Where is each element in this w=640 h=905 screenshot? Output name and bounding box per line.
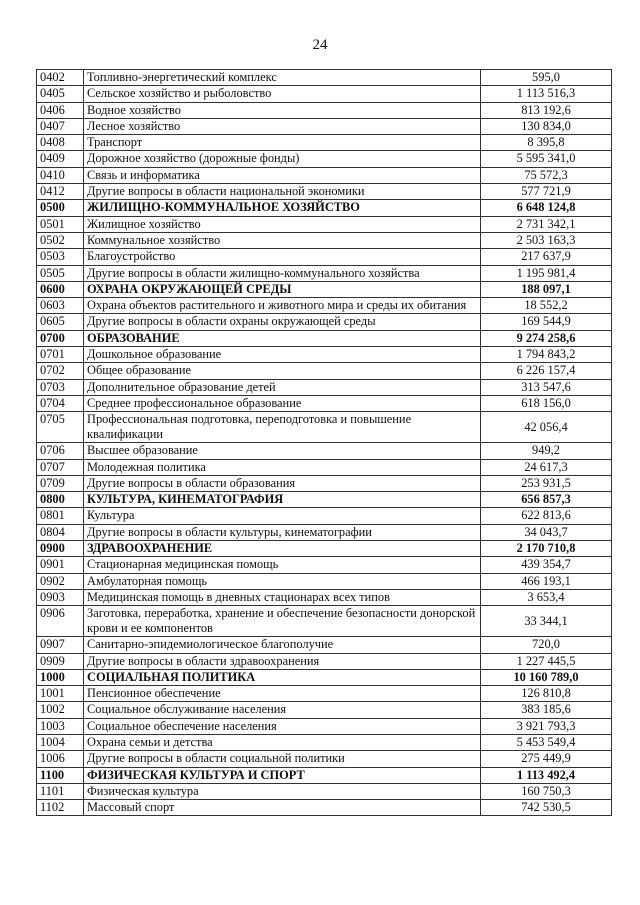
row-amount: 466 193,1 (481, 573, 612, 589)
table-row (37, 653, 612, 669)
table-row (37, 298, 612, 314)
row-code: 0502 (37, 232, 84, 248)
table-row (37, 508, 612, 524)
row-amount: 595,0 (481, 70, 612, 86)
row-amount: 10 160 789,0 (481, 669, 612, 685)
row-code: 0900 (37, 541, 84, 557)
table-row (37, 102, 612, 118)
table-row (37, 379, 612, 395)
row-code: 0409 (37, 151, 84, 167)
table-row (37, 800, 612, 816)
table-row (37, 249, 612, 265)
table-row (37, 492, 612, 508)
table-row (37, 167, 612, 183)
row-name: Социальное обеспечение населения (84, 718, 481, 734)
row-name: Другие вопросы в области охраны окружающей среды (84, 314, 481, 330)
row-amount: 217 637,9 (481, 249, 612, 265)
row-code: 0412 (37, 184, 84, 200)
row-code: 0600 (37, 281, 84, 297)
row-amount: 42 056,4 (481, 412, 612, 443)
table-row (37, 767, 612, 783)
row-amount: 1 227 445,5 (481, 653, 612, 669)
row-amount: 9 274 258,6 (481, 330, 612, 346)
row-code: 0408 (37, 135, 84, 151)
row-code: 0709 (37, 475, 84, 491)
row-name: Заготовка, переработка, хранение и обеспечение безопасности донорской крови и ее компонентов (84, 606, 481, 637)
row-amount: 1 794 843,2 (481, 347, 612, 363)
table-row (37, 589, 612, 605)
budget-table (36, 69, 612, 816)
table-row (37, 330, 612, 346)
row-code: 0405 (37, 86, 84, 102)
table-row (37, 363, 612, 379)
row-name: Топливно-энергетический комплекс (84, 70, 481, 86)
row-name: Жилищное хозяйство (84, 216, 481, 232)
row-amount: 188 097,1 (481, 281, 612, 297)
row-amount: 2 731 342,1 (481, 216, 612, 232)
table-row (37, 86, 612, 102)
table-row (37, 281, 612, 297)
row-code: 1002 (37, 702, 84, 718)
row-amount: 275 449,9 (481, 751, 612, 767)
row-code: 0706 (37, 443, 84, 459)
row-name: Другие вопросы в области социальной политики (84, 751, 481, 767)
table-row (37, 70, 612, 86)
table-row (37, 184, 612, 200)
table-row (37, 412, 612, 443)
row-name: Другие вопросы в области культуры, кинематографии (84, 524, 481, 540)
row-amount: 126 810,8 (481, 686, 612, 702)
row-code: 0800 (37, 492, 84, 508)
row-amount: 3 653,4 (481, 589, 612, 605)
row-name: Амбулаторная помощь (84, 573, 481, 589)
row-name: Охрана семьи и детства (84, 734, 481, 750)
table-row (37, 669, 612, 685)
row-amount: 439 354,7 (481, 557, 612, 573)
table-row (37, 135, 612, 151)
row-code: 1101 (37, 783, 84, 799)
row-name: Дорожное хозяйство (дорожные фонды) (84, 151, 481, 167)
row-name: СОЦИАЛЬНАЯ ПОЛИТИКА (84, 669, 481, 685)
row-name: Культура (84, 508, 481, 524)
row-name: Другие вопросы в области жилищно-коммунального хозяйства (84, 265, 481, 281)
row-name: Медицинская помощь в дневных стационарах всех типов (84, 589, 481, 605)
row-code: 1003 (37, 718, 84, 734)
table-row (37, 265, 612, 281)
table-row (37, 216, 612, 232)
table-row (37, 475, 612, 491)
row-name: Водное хозяйство (84, 102, 481, 118)
row-amount: 742 530,5 (481, 800, 612, 816)
row-code: 0505 (37, 265, 84, 281)
table-row (37, 459, 612, 475)
row-code: 1102 (37, 800, 84, 816)
row-amount: 622 813,6 (481, 508, 612, 524)
page-number: 24 (312, 37, 328, 53)
row-code: 0704 (37, 395, 84, 411)
row-amount: 253 931,5 (481, 475, 612, 491)
table-row (37, 734, 612, 750)
row-amount: 2 503 163,3 (481, 232, 612, 248)
table-row (37, 783, 612, 799)
row-name: Транспорт (84, 135, 481, 151)
row-amount: 5 453 549,4 (481, 734, 612, 750)
row-code: 0700 (37, 330, 84, 346)
row-name: Массовый спорт (84, 800, 481, 816)
row-code: 0801 (37, 508, 84, 524)
row-code: 0407 (37, 118, 84, 134)
table-row (37, 232, 612, 248)
row-name: Социальное обслуживание населения (84, 702, 481, 718)
row-code: 0707 (37, 459, 84, 475)
row-name: Сельское хозяйство и рыболовство (84, 86, 481, 102)
row-code: 0906 (37, 606, 84, 637)
row-name: ЗДРАВООХРАНЕНИЕ (84, 541, 481, 557)
row-name: Высшее образование (84, 443, 481, 459)
row-amount: 5 595 341,0 (481, 151, 612, 167)
row-code: 0909 (37, 653, 84, 669)
row-code: 1004 (37, 734, 84, 750)
row-amount: 6 226 157,4 (481, 363, 612, 379)
row-code: 0701 (37, 347, 84, 363)
row-name: ОХРАНА ОКРУЖАЮЩЕЙ СРЕДЫ (84, 281, 481, 297)
row-code: 0907 (37, 637, 84, 653)
row-name: Коммунальное хозяйство (84, 232, 481, 248)
table-row (37, 347, 612, 363)
row-amount: 2 170 710,8 (481, 541, 612, 557)
row-code: 0901 (37, 557, 84, 573)
row-amount: 34 043,7 (481, 524, 612, 540)
row-code: 0503 (37, 249, 84, 265)
row-amount: 75 572,3 (481, 167, 612, 183)
table-row (37, 637, 612, 653)
row-name: Общее образование (84, 363, 481, 379)
row-code: 1100 (37, 767, 84, 783)
row-name: Другие вопросы в области образования (84, 475, 481, 491)
table-row (37, 200, 612, 216)
row-amount: 313 547,6 (481, 379, 612, 395)
row-code: 0902 (37, 573, 84, 589)
table-row (37, 314, 612, 330)
row-amount: 1 113 492,4 (481, 767, 612, 783)
row-name: Стационарная медицинская помощь (84, 557, 481, 573)
row-amount: 8 395,8 (481, 135, 612, 151)
table-row (37, 557, 612, 573)
row-amount: 1 195 981,4 (481, 265, 612, 281)
row-name: Молодежная политика (84, 459, 481, 475)
row-code: 0406 (37, 102, 84, 118)
row-code: 0402 (37, 70, 84, 86)
row-name: ЖИЛИЩНО-КОММУНАЛЬНОЕ ХОЗЯЙСТВО (84, 200, 481, 216)
row-code: 0500 (37, 200, 84, 216)
row-name: Другие вопросы в области национальной экономики (84, 184, 481, 200)
row-amount: 383 185,6 (481, 702, 612, 718)
table-row (37, 606, 612, 637)
row-name: Пенсионное обеспечение (84, 686, 481, 702)
row-amount: 18 552,2 (481, 298, 612, 314)
row-name: Благоустройство (84, 249, 481, 265)
table-row (37, 151, 612, 167)
row-name: Охрана объектов растительного и животного мира и среды их обитания (84, 298, 481, 314)
row-code: 0903 (37, 589, 84, 605)
row-name: Дошкольное образование (84, 347, 481, 363)
row-name: Санитарно-эпидемиологическое благополучие (84, 637, 481, 653)
row-amount: 618 156,0 (481, 395, 612, 411)
table-row (37, 751, 612, 767)
row-name: Другие вопросы в области здравоохранения (84, 653, 481, 669)
row-code: 1000 (37, 669, 84, 685)
row-amount: 33 344,1 (481, 606, 612, 637)
row-name: Профессиональная подготовка, переподготовка и повышение квалификации (84, 412, 481, 443)
row-code: 0703 (37, 379, 84, 395)
row-name: Физическая культура (84, 783, 481, 799)
row-amount: 720,0 (481, 637, 612, 653)
row-code: 1001 (37, 686, 84, 702)
table-row (37, 702, 612, 718)
table-row (37, 686, 612, 702)
row-amount: 949,2 (481, 443, 612, 459)
row-amount: 6 648 124,8 (481, 200, 612, 216)
row-amount: 169 544,9 (481, 314, 612, 330)
row-name: Дополнительное образование детей (84, 379, 481, 395)
row-name: КУЛЬТУРА, КИНЕМАТОГРАФИЯ (84, 492, 481, 508)
row-amount: 130 834,0 (481, 118, 612, 134)
row-code: 0603 (37, 298, 84, 314)
row-amount: 1 113 516,3 (481, 86, 612, 102)
row-code: 0605 (37, 314, 84, 330)
table-row (37, 541, 612, 557)
row-name: Среднее профессиональное образование (84, 395, 481, 411)
table-row (37, 524, 612, 540)
table-row (37, 443, 612, 459)
row-amount: 656 857,3 (481, 492, 612, 508)
row-code: 0410 (37, 167, 84, 183)
row-code: 0501 (37, 216, 84, 232)
row-code: 1006 (37, 751, 84, 767)
row-amount: 577 721,9 (481, 184, 612, 200)
row-amount: 24 617,3 (481, 459, 612, 475)
row-code: 0804 (37, 524, 84, 540)
row-amount: 3 921 793,3 (481, 718, 612, 734)
row-name: Связь и информатика (84, 167, 481, 183)
row-name: ФИЗИЧЕСКАЯ КУЛЬТУРА И СПОРТ (84, 767, 481, 783)
row-amount: 160 750,3 (481, 783, 612, 799)
row-code: 0705 (37, 412, 84, 443)
row-amount: 813 192,6 (481, 102, 612, 118)
row-code: 0702 (37, 363, 84, 379)
table-row (37, 118, 612, 134)
row-name: Лесное хозяйство (84, 118, 481, 134)
table-row (37, 395, 612, 411)
table-row (37, 573, 612, 589)
table-row (37, 718, 612, 734)
row-name: ОБРАЗОВАНИЕ (84, 330, 481, 346)
